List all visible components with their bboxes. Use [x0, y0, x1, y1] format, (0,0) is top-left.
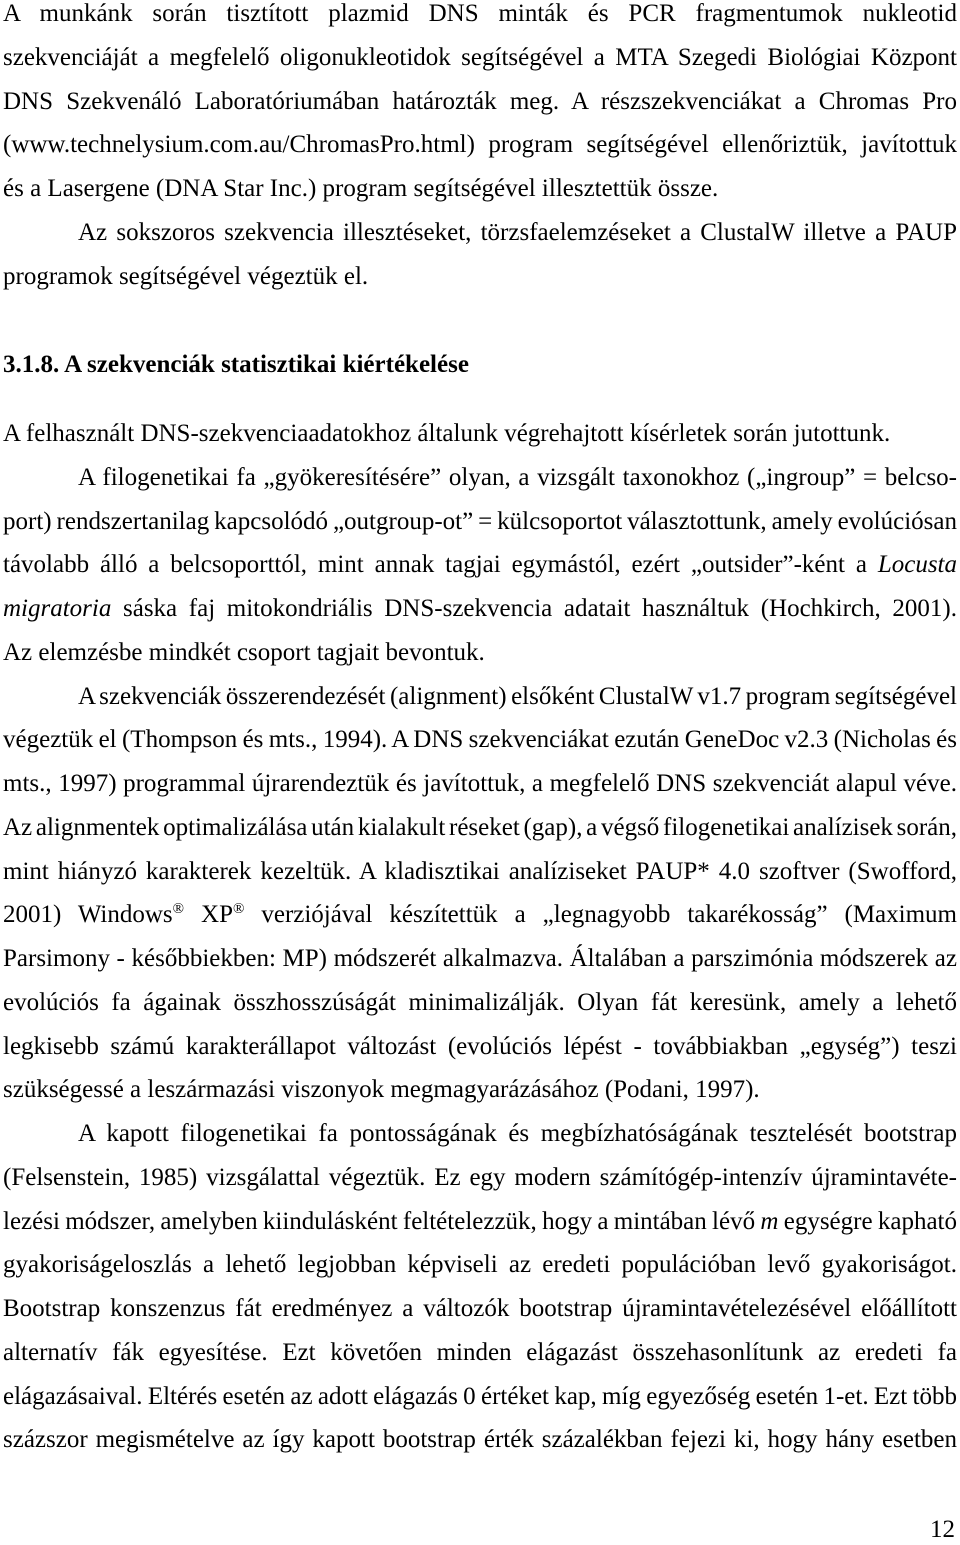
- page-body: [3, 0, 957, 1462]
- text-line: (www.technelysium.com.au/ChromasPro.html) program segítségével ellenőriztük, javítottuk: [3, 131, 957, 159]
- text-line: mts., 1997) programmal újrarendeztük és javítottuk, a megfelelő DNS szekvenciát alapul véve.: [3, 770, 957, 797]
- text-line: százszor megismételve az így kapott bootstrap érték százalékban fejezi ki, hogy hány esetben: [3, 1426, 957, 1454]
- paragraph: [3, 0, 957, 211]
- italic-species-name: migratoria: [3, 595, 112, 622]
- text-line: port) rendszertanilag kapcsolódó „outgroup-ot” = külcsoportot választottunk, amely evolúciósan: [3, 507, 957, 535]
- italic-species-name: Locusta: [877, 551, 957, 579]
- text-line: [3, 1200, 957, 1244]
- text-line: (Felsenstein, 1985) vizsgálattal végeztük. Ez egy modern számítógép-intenzív újramintavéte-: [3, 1163, 957, 1191]
- text-line: [3, 543, 957, 587]
- text-segment: lezési módszer, amelyben kiindulásként feltételezzük, hogy a mintában lévő: [3, 1207, 761, 1235]
- text-segment: 2001) Windows: [3, 901, 173, 929]
- paragraph: [3, 211, 957, 299]
- registered-mark: ®: [172, 901, 185, 918]
- text-line: végeztük el (Thompson és mts., 1994). A DNS szekvenciákat ezután GeneDoc v2.3 (Nicholas és: [3, 726, 957, 754]
- text-line: mint hiányzó karakterek kezeltük. A kladisztikai analíziseket PAUP* 4.0 szoftver (Swofford,: [3, 857, 957, 885]
- text-segment: verziójával készítettük a „legnagyobb takarékosság” (Maximum: [244, 901, 957, 929]
- text-line: A szekvenciák összerendezését (alignment) elsőként ClustalW v1.7 program segítségével: [78, 682, 957, 710]
- text-segment: sáska faj mitokondriális DNS-szekvencia adatait használtuk (Hochkirch, 2001).: [111, 595, 957, 622]
- registered-mark: ®: [232, 901, 245, 918]
- paragraph: [3, 675, 957, 1113]
- page-number: 12: [930, 1516, 955, 1543]
- text-line: legkisebb számú karakterállapot változást (evolúciós lépést - továbbiakban „egység”) teszi: [3, 1032, 957, 1060]
- text-line: Bootstrap konszenzus fát eredményez a változók bootstrap újramintavételezésével előállított: [3, 1295, 957, 1322]
- text-segment: távolabb álló a belcsoporttól, mint annak tagjai egymástól, ezért „outsider”-ként a: [3, 551, 878, 579]
- text-line: szekvenciáját a megfelelő oligonukleotidok segítségével a MTA Szegedi Biológiai Központ: [3, 43, 957, 71]
- paragraph: [3, 1112, 957, 1462]
- italic-variable: m: [760, 1207, 779, 1235]
- text-segment: XP: [184, 901, 233, 929]
- text-line: A munkánk során tisztított plazmid DNS minták és PCR fragmentumok nukleotid: [3, 0, 957, 27]
- text-line: A felhasznált DNS-szekvenciaadatokhoz általunk végrehajtott kísérletek során jutottunk.: [3, 420, 891, 447]
- text-segment: egységre kapható: [778, 1207, 957, 1235]
- section-heading: 3.1.8. A szekvenciák statisztikai kiértékelése: [3, 351, 469, 379]
- text-line: evolúciós fa ágainak összhosszúságát minimalizálják. Olyan fát keresünk, amely a lehető: [3, 988, 957, 1016]
- text-line: Parsimony - későbbiekben: MP) módszerét alkalmazva. Általában a parszimónia módszerek az: [3, 945, 957, 972]
- paragraph: [3, 456, 957, 675]
- text-line: gyakoriságeloszlás a lehető legjobban képviseli az eredeti populációban levő gyakoriságot.: [3, 1251, 957, 1279]
- text-line: elágazásaival. Eltérés esetén az adott elágazás 0 értéket kap, míg egyezőség esetén 1-et. Ezt több: [3, 1382, 957, 1410]
- text-line: Az sokszoros szekvencia illesztéseket, törzsfaelemzéseket a ClustalW illetve a PAUP: [78, 218, 957, 246]
- text-line: szükségessé a leszármazási viszonyok megmagyarázásához (Podani, 1997).: [3, 1076, 760, 1104]
- text-line: Az elemzésbe mindkét csoport tagjait bevontuk.: [3, 638, 485, 666]
- text-line: programok segítségével végeztük el.: [3, 262, 369, 290]
- text-line: alternatív fák egyesítése. Ezt követően minden elágazást összehasonlítunk az eredeti fa: [3, 1338, 957, 1366]
- text-line: DNS Szekvenáló Laboratóriumában határozták meg. A részszekvenciákat a Chromas Pro: [3, 87, 957, 115]
- text-line: A kapott filogenetikai fa pontosságának és megbízhatóságának tesztelését bootstrap: [78, 1120, 957, 1147]
- text-line: A filogenetikai fa „gyökeresítésére” olyan, a vizsgált taxonokhoz („ingroup” = belcso-: [78, 463, 957, 491]
- text-line: Az alignmentek optimalizálása után kialakult réseket (gap), a végső filogenetikai analízisek során,: [3, 813, 957, 841]
- text-line: [3, 893, 957, 937]
- text-line: és a Lasergene (DNA Star Inc.) program segítségével illesztettük össze.: [3, 175, 719, 202]
- text-line: [3, 587, 957, 631]
- paragraph: [3, 412, 957, 456]
